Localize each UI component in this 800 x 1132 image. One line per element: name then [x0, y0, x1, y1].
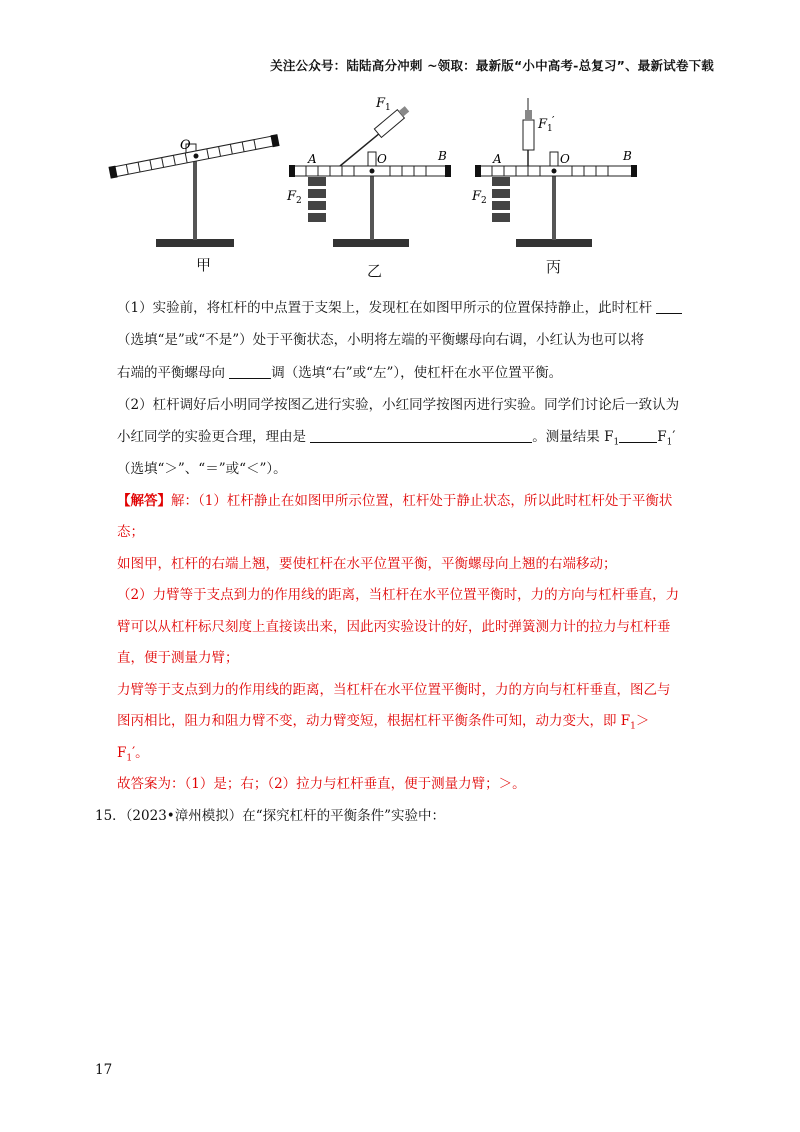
- svg-text:1: 1: [547, 124, 553, 134]
- svg-text:O: O: [377, 152, 387, 166]
- answer-blank[interactable]: [310, 428, 532, 443]
- svg-text:O: O: [180, 138, 191, 153]
- question-line: 右端的平衡螺母向 调（选填“右”或“左”），使杠杆在水平位置平衡。: [117, 365, 563, 381]
- caption-bing: 丙: [546, 258, 562, 276]
- question-line: （选填“＞”、“＝”或“＜”）。: [117, 461, 287, 477]
- answer-blank[interactable]: [656, 299, 682, 314]
- question-line: （2）杠杆调好后小明同学按图乙进行实验，小红同学按图丙进行实验。同学们讨论后一致认为: [117, 397, 680, 413]
- question-line: 小红同学的实验更合理，理由是 。测量结果 $F_1$ $F_1'$: [117, 429, 676, 448]
- answer-line: 力臂等于支点到力的作用线的距离，当杠杆在水平位置平衡时，力的方向与杠杆垂直，图乙与: [117, 682, 671, 698]
- answer-tag: 【解答】: [117, 493, 171, 509]
- figure-bing: [471, 98, 637, 247]
- svg-text:A: A: [493, 152, 502, 166]
- answer-blank[interactable]: [229, 364, 271, 379]
- figure-jia: [108, 134, 279, 247]
- svg-text:B: B: [438, 149, 447, 163]
- svg-text:2: 2: [481, 196, 487, 206]
- svg-text:2: 2: [296, 196, 302, 206]
- svg-text:F: F: [287, 189, 297, 204]
- page-number: 17: [95, 1062, 113, 1078]
- answer-blank[interactable]: [619, 428, 657, 443]
- figure-yi: [286, 96, 451, 247]
- question-line: （1）实验前，将杠杆的中点置于支架上，发现杠在如图甲所示的位置保持静止，此时杠杆: [117, 298, 682, 318]
- answer-line: $F_1'$。: [117, 745, 149, 764]
- answer-line: 态；: [117, 524, 144, 540]
- answer-line: 【解答】解：（1）杠杆静止在如图甲所示位置，杠杆处于静止状态，所以此时杠杆处于平衡状: [117, 493, 673, 509]
- next-question: 15．（2023•漳州模拟）在“探究杠杆的平衡条件”实验中：: [95, 808, 446, 824]
- svg-text:B: B: [623, 149, 632, 163]
- lever-diagram: [108, 94, 668, 284]
- svg-text:F: F: [538, 117, 548, 132]
- caption-yi: 乙: [367, 262, 383, 280]
- svg-text:1: 1: [385, 103, 391, 113]
- answer-line: 臂可以从杠杆标尺刻度上直接读出来，因此丙实验设计的好，此时弹簧测力计的拉力与杠杆垂: [117, 619, 671, 635]
- answer-line: （2）力臂等于支点到力的作用线的距离，当杠杆在水平位置平衡时，力的方向与杠杆垂直，力: [117, 587, 680, 603]
- lever-figures: [108, 94, 668, 284]
- svg-text:F: F: [376, 96, 386, 111]
- caption-jia: 甲: [196, 256, 212, 274]
- svg-text:A: A: [308, 152, 317, 166]
- answer-line: 直，便于测量力臂；: [117, 650, 239, 666]
- svg-text:F: F: [472, 189, 482, 204]
- question-line: （选填“是”或“不是”）处于平衡状态，小明将左端的平衡螺母向右调，小红认为也可以将: [117, 332, 645, 348]
- answer-line: 如图甲，杠杆的右端上翘，要使杠杆在水平位置平衡，平衡螺母向上翘的右端移动；: [117, 556, 617, 572]
- page-header: 关注公众号：陆陆高分冲刺 ~领取：最新版“小中高考-总复习”、最新试卷下载: [270, 58, 714, 73]
- svg-text:′: ′: [552, 114, 555, 127]
- answer-line: 图丙相比，阻力和阻力臂不变，动力臂变短，根据杠杆平衡条件可知，动力变大，即 $F_1>$: [117, 713, 650, 732]
- svg-text:O: O: [560, 152, 570, 166]
- answer-line: 故答案为：（1）是；右；（2）拉力与杠杆垂直，便于测量力臂；＞。: [117, 776, 526, 792]
